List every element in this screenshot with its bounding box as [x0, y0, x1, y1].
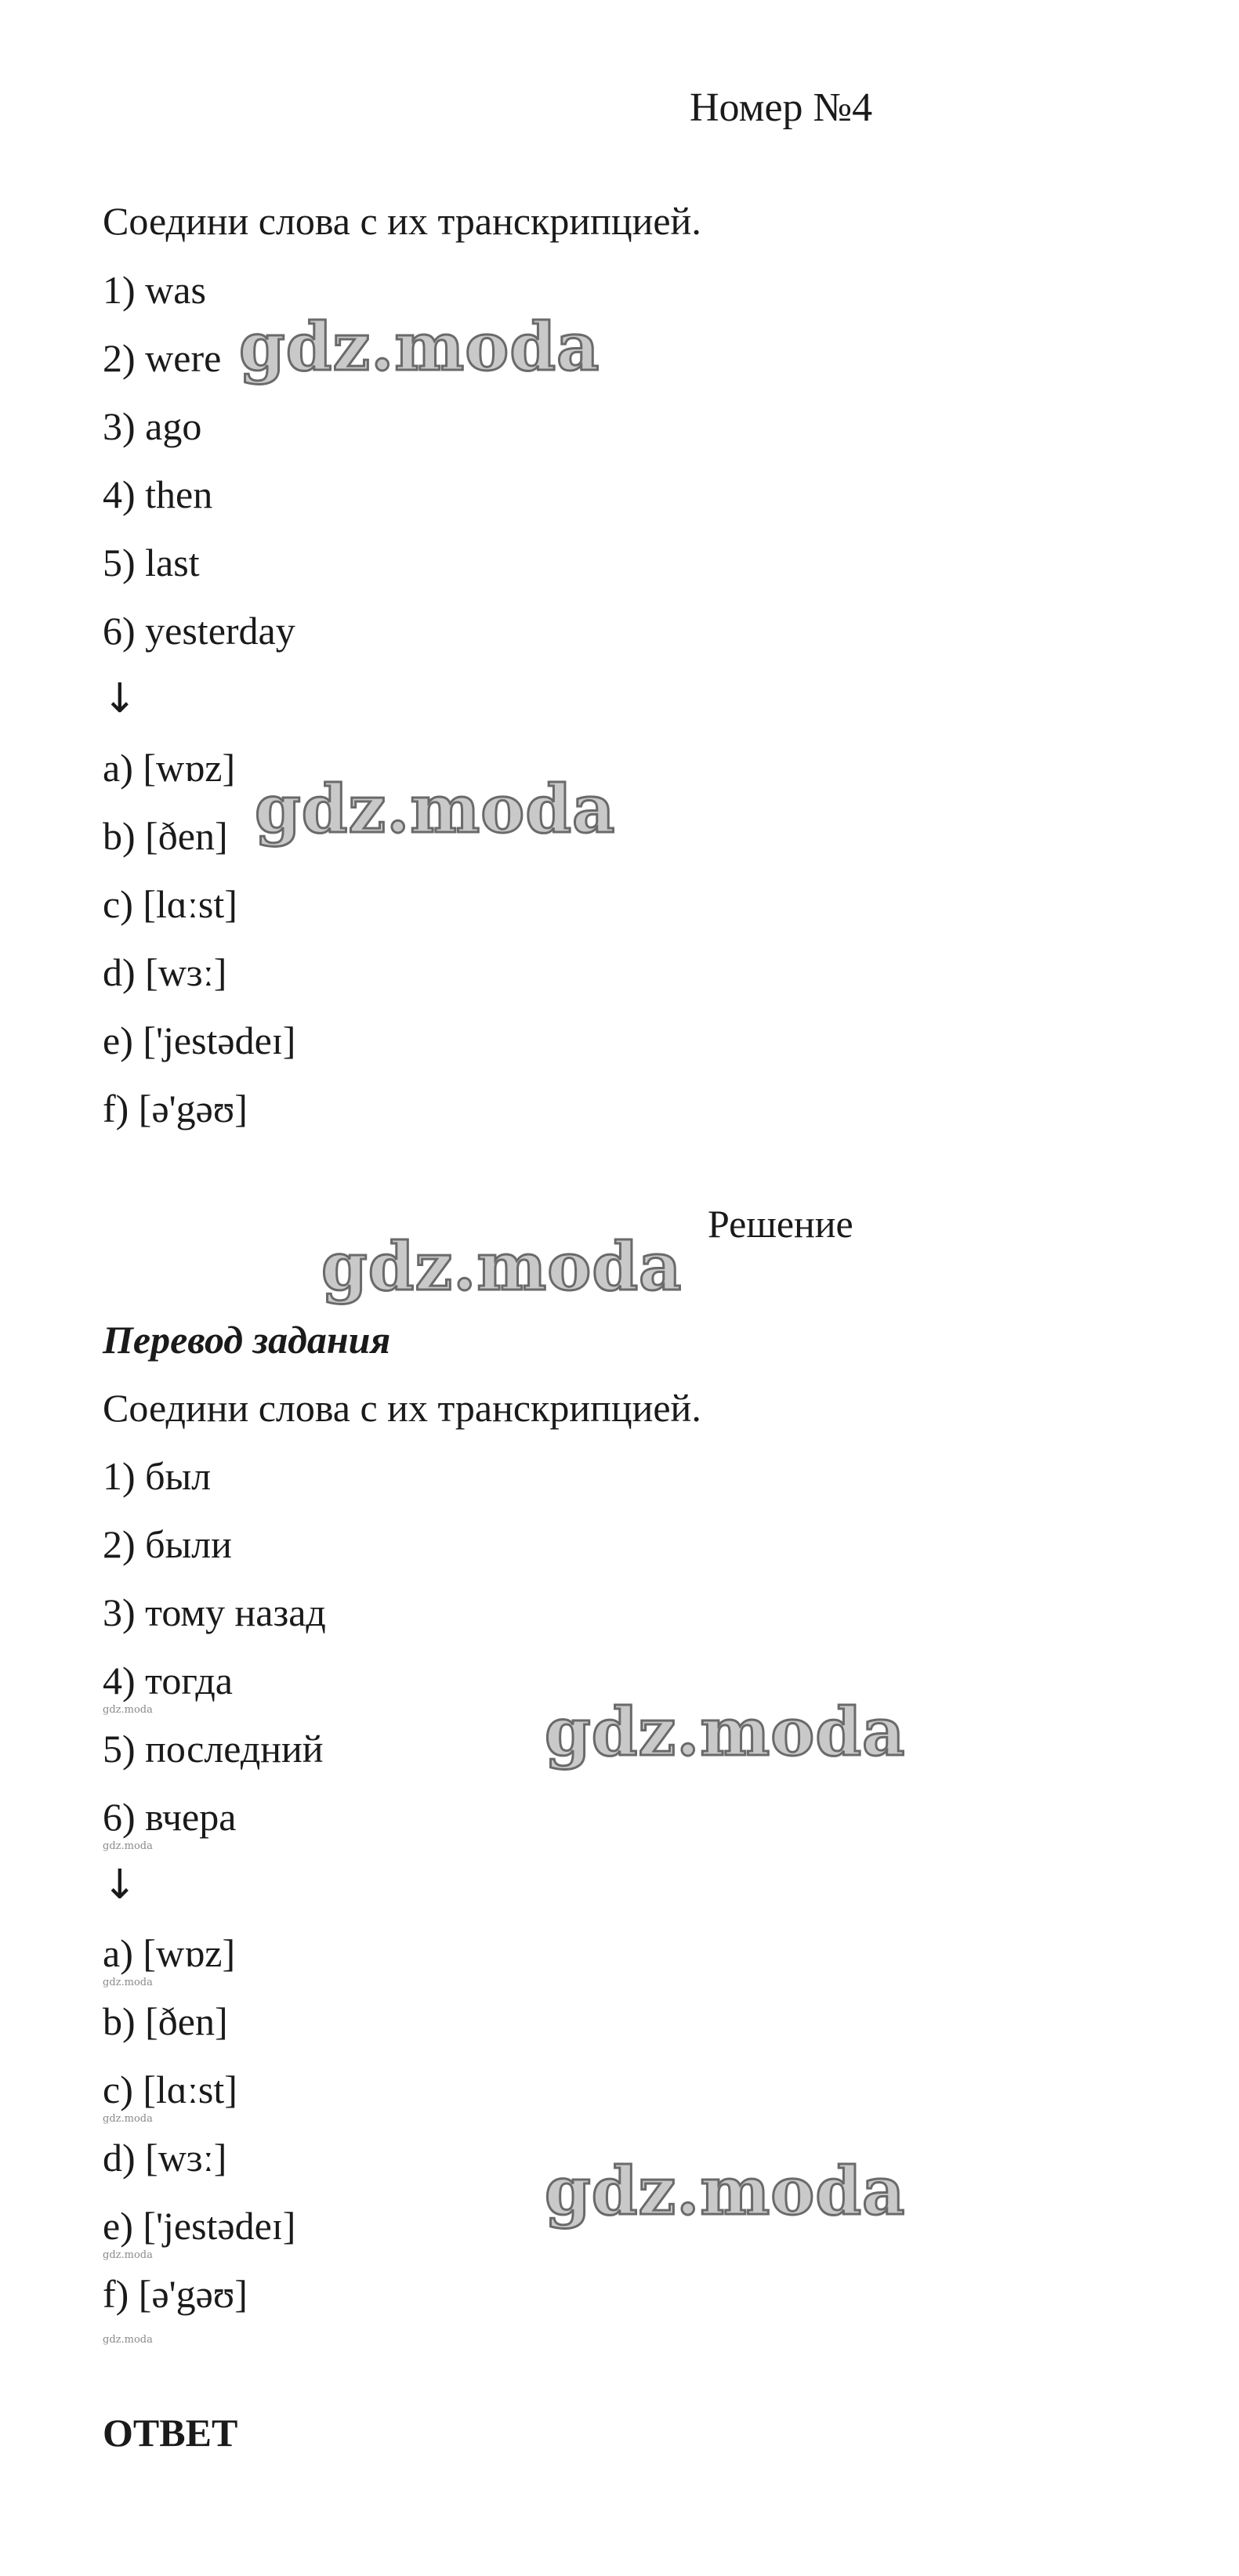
transcription-item: d) [wɜː]	[103, 950, 227, 994]
word-item: 5) last	[103, 541, 200, 584]
transcription-item: f) [ə'gəʊ]	[103, 1087, 248, 1131]
transcription-item: e) ['jestədeɪ]	[103, 1018, 296, 1062]
solution-transcription-item: f) [ə'gəʊ]	[103, 2272, 248, 2316]
translated-word-item: 5) последний	[103, 1727, 324, 1771]
translated-word-item: 2) были	[103, 1522, 232, 1566]
answer-heading: ОТВЕТ	[103, 2411, 238, 2455]
solution-label: Решение	[708, 1202, 853, 1246]
small-watermark: gdz.moda	[103, 2249, 153, 2261]
task-instruction: Соедини слова с их транскрипцией.	[103, 199, 701, 243]
word-item: 3) ago	[103, 404, 202, 448]
translated-word-item: 4) тогда	[103, 1659, 233, 1702]
word-item: 4) then	[103, 472, 213, 516]
watermark-logo: gdz.moda	[239, 308, 600, 385]
solution-transcription-item: c) [lɑːst]	[103, 2068, 237, 2111]
solution-transcription-item: a) [wɒz]	[103, 1931, 236, 1975]
translated-word-item: 3) тому назад	[103, 1590, 326, 1634]
translated-word-item: 1) был	[103, 1454, 212, 1498]
solution-transcription-item: e) ['jestədeɪ]	[103, 2204, 296, 2248]
down-arrow-icon: ↓	[103, 1861, 137, 1908]
small-watermark: gdz.moda	[103, 2334, 153, 2346]
translation-heading: Перевод задания	[103, 1318, 391, 1362]
watermark-logo: gdz.moda	[545, 2152, 906, 2230]
word-item: 6) yesterday	[103, 609, 295, 653]
transcription-item: a) [wɒz]	[103, 746, 236, 790]
solution-transcription-item: d) [wɜː]	[103, 2136, 227, 2180]
small-watermark: gdz.moda	[103, 2113, 153, 2125]
down-arrow-icon: ↓	[103, 675, 137, 722]
small-watermark: gdz.moda	[103, 1704, 153, 1716]
watermark-logo: gdz.moda	[255, 770, 616, 848]
word-item: 1) was	[103, 268, 206, 312]
translated-word-item: 6) вчера	[103, 1795, 237, 1839]
transcription-item: b) [ðen]	[103, 814, 228, 858]
watermark-logo: gdz.moda	[545, 1693, 906, 1771]
small-watermark: gdz.moda	[103, 1977, 153, 1988]
word-item: 2) were	[103, 336, 222, 380]
small-watermark: gdz.moda	[103, 1840, 153, 1852]
watermark-logo: gdz.moda	[321, 1228, 683, 1305]
page-title: Номер №4	[690, 85, 873, 130]
solution-transcription-item: b) [ðen]	[103, 1999, 228, 2043]
transcription-item: c) [lɑːst]	[103, 882, 237, 926]
solution-instruction: Соедини слова с их транскрипцией.	[103, 1386, 701, 1430]
